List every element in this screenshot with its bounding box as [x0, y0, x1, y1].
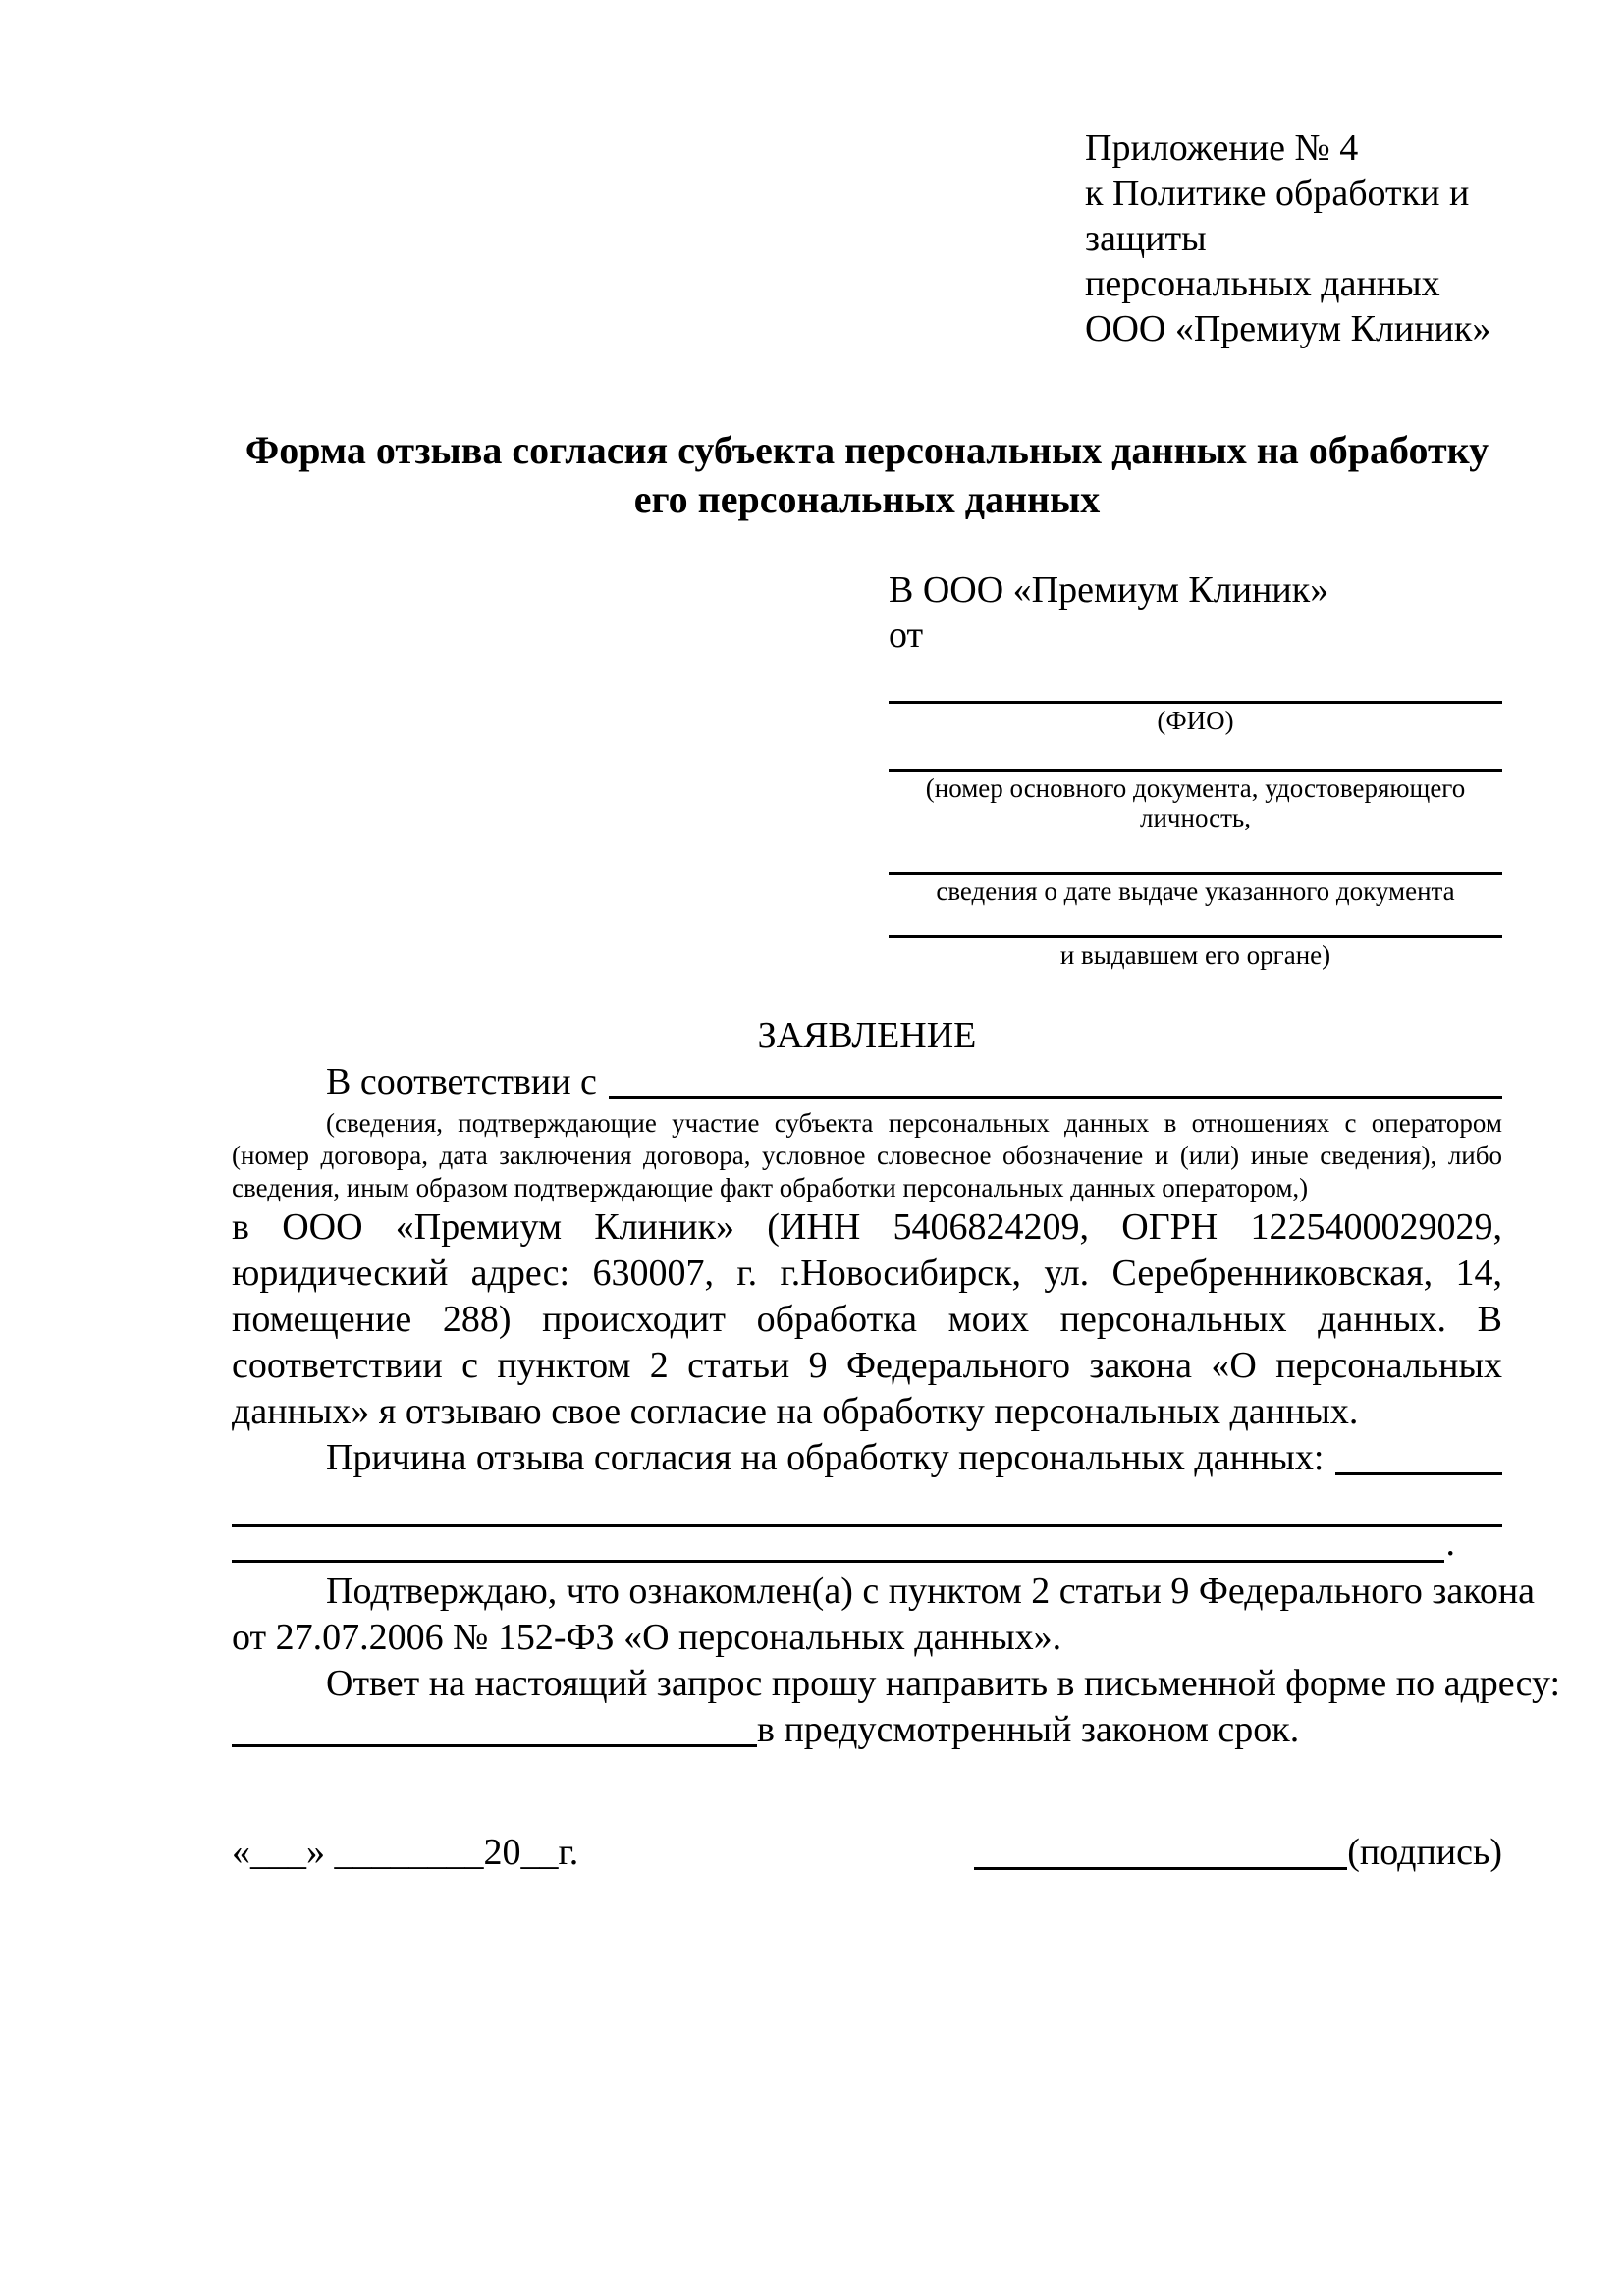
- addressee-to: В ООО «Премиум Клиник»: [889, 569, 1329, 611]
- reason-blank-line-1[interactable]: [232, 1524, 1502, 1527]
- intro-row: [232, 1059, 1502, 1105]
- page-title-line: его персональных данных: [633, 477, 1101, 521]
- reason-blank-row: [232, 1522, 1502, 1564]
- confirmation-line: Подтверждаю, что ознакомлен(а) с пунктом 2 статьи 9 Федерального закона: [326, 1571, 1536, 1612]
- addressee-from-label: от: [889, 614, 924, 656]
- signature-field-line[interactable]: [974, 1867, 1347, 1870]
- document-issue-date-field-caption: сведения о дате выдаче указанного документа: [936, 877, 1455, 906]
- statement-heading: ЗАЯВЛЕНИЕ: [757, 1015, 977, 1056]
- confirmation-line: от 27.07.2006 № 152-ФЗ «О персональных данных».: [232, 1617, 1062, 1658]
- basis-field-line[interactable]: [609, 1059, 1502, 1099]
- reply-address-row: [232, 1707, 1502, 1753]
- page-title: [232, 426, 1502, 524]
- reason-blank-row: [232, 1524, 1502, 1527]
- appendix-note-line: к Политике обработки и защиты: [1085, 173, 1470, 259]
- reply-address-field-line[interactable]: [232, 1744, 757, 1747]
- reason-blank-line-2[interactable]: [232, 1560, 1444, 1563]
- intro-footnote: (сведения, подтверждающие участие субъекта персональных данных в отношениях с оператором (номер договора, дата заключения договора, условное словесное обозначение и (или) иные сведения), либо сведения, иным образом подтверждающие факт обработки персональных данных оператором,): [232, 1108, 1502, 1202]
- signature-group: [974, 1830, 1502, 1876]
- reply-line: Ответ на настоящий запрос прошу направить в письменной форме по адресу:: [326, 1663, 1561, 1704]
- blank-line-terminator: .: [1445, 1522, 1455, 1564]
- signature-caption: (подпись): [1347, 1832, 1502, 1873]
- date-field-line[interactable]: «___» ________20__г.: [232, 1832, 579, 1873]
- appendix-note: [1085, 126, 1502, 351]
- page-title-line: Форма отзыва согласия субъекта персональных данных на обработку: [244, 428, 1489, 472]
- confirmation-paragraph: [232, 1569, 1536, 1661]
- reason-row: [232, 1435, 1502, 1481]
- fio-field-caption: (ФИО): [1157, 706, 1234, 735]
- appendix-note-line: ООО «Премиум Клиник»: [1085, 308, 1491, 349]
- appendix-note-line: персональных данных: [1085, 263, 1440, 304]
- reason-field-line[interactable]: [1335, 1435, 1502, 1475]
- appendix-note-line: Приложение № 4: [1085, 128, 1359, 169]
- document-issuer-field-caption: и выдавшем его органе): [1059, 940, 1331, 970]
- intro-prefix: В соответствии с: [326, 1061, 597, 1102]
- reason-prefix: Причина отзыва согласия на обработку персональных данных:: [326, 1437, 1325, 1478]
- reply-line-suffix: в предусмотренный законом срок.: [757, 1709, 1300, 1750]
- document-number-field-caption: (номер основного документа, удостоверяющего личность,: [925, 774, 1466, 832]
- addressee-block: [889, 567, 1502, 970]
- statement-body: в ООО «Премиум Клиник» (ИНН 5406824209, ОГРН 1225400029029, юридический адрес: 630007, г. г.Новосибирск, ул. Серебренниковская, 14, помещение 288) происходит обработка моих персональных данных. В соответствии с пунктом 2 статьи 9 Федерального закона «О персональных данных» я отзываю свое согласие на обработку персональных данных.: [232, 1206, 1502, 1432]
- reply-paragraph: [232, 1661, 1561, 1753]
- signoff-row: [232, 1830, 1502, 1876]
